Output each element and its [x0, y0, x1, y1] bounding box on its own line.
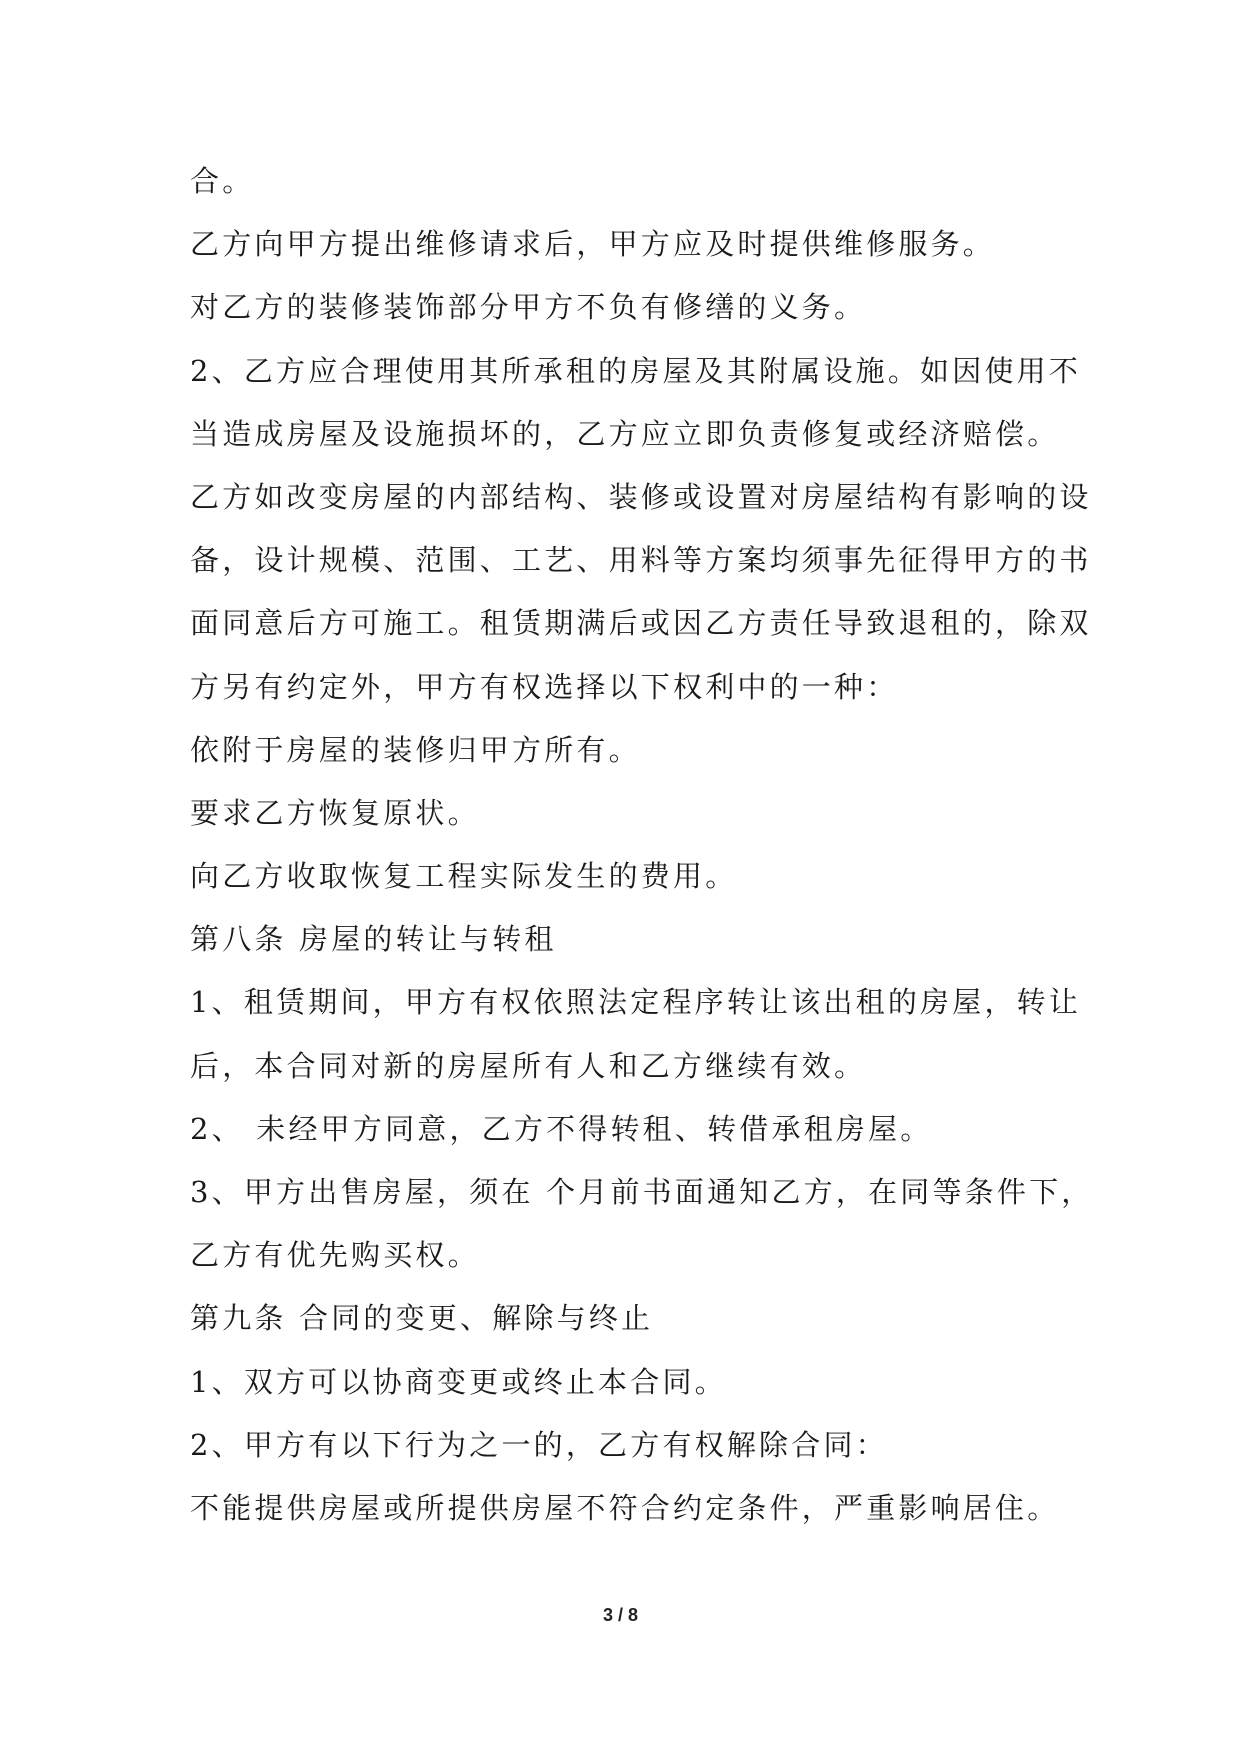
text-line: 乙方如改变房屋的内部结构、装修或设置对房屋结构有影响的设 [190, 479, 1092, 514]
page-number: 3 / 8 [602, 1605, 639, 1625]
text-line: 要求乙方恢复原状。 [190, 795, 480, 830]
text-line: 乙方有优先购买权。 [190, 1238, 480, 1273]
text-line: 不能提供房屋或所提供房屋不符合约定条件，严重影响居住。 [190, 1490, 1060, 1525]
text-line: 合。 [190, 164, 255, 198]
section-heading: 第九条 合同的变更、解除与终止 [190, 1301, 654, 1336]
text-line: 2、 未经甲方同意，乙方不得转租、转借承租房屋。 [190, 1111, 933, 1146]
document-body [190, 150, 1094, 1540]
text-line: 后，本合同对新的房屋所有人和乙方继续有效。 [190, 1048, 867, 1083]
text-line: 依附于房屋的装修归甲方所有。 [190, 732, 641, 767]
text-line: 当造成房屋及设施损坏的，乙方应立即负责修复或经济赔偿。 [190, 416, 1060, 451]
text-line: 3、甲方出售房屋，须在 个月前书面通知乙方，在同等条件下， [190, 1175, 1094, 1209]
text-line: 对乙方的装修装饰部分甲方不负有修缮的义务。 [190, 290, 867, 325]
text-line: 2、乙方应合理使用其所承租的房屋及其附属设施。如因使用不 [190, 353, 1082, 388]
text-line: 乙方向甲方提出维修请求后，甲方应及时提供维修服务。 [190, 227, 996, 262]
text-line: 面同意后方可施工。租赁期满后或因乙方责任导致退租的，除双 [190, 606, 1092, 641]
text-line: 备，设计规模、范围、工艺、用料等方案均须事先征得甲方的书 [190, 543, 1092, 578]
text-line: 1、租赁期间，甲方有权依照法定程序转让该出租的房屋，转让 [190, 985, 1082, 1020]
text-line: 向乙方收取恢复工程实际发生的费用。 [190, 859, 738, 894]
text-line: 方另有约定外，甲方有权选择以下权利中的一种： [190, 669, 899, 704]
section-heading: 第八条 房屋的转让与转租 [190, 922, 557, 957]
text-line: 1、双方可以协商变更或终止本合同。 [190, 1364, 727, 1399]
text-line: 2、甲方有以下行为之一的，乙方有权解除合同： [190, 1427, 888, 1462]
